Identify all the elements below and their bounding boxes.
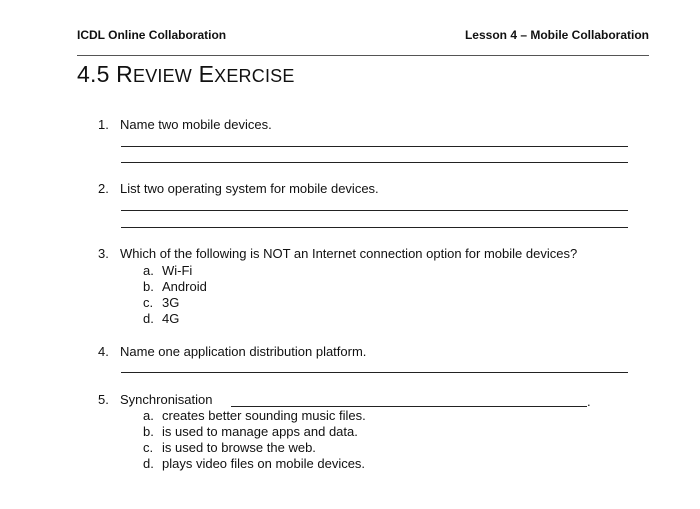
option-a <box>143 263 192 279</box>
answer-line[interactable] <box>121 372 628 373</box>
title-word2-initial: E <box>198 61 215 87</box>
answer-line[interactable] <box>121 227 628 228</box>
option-text: is used to browse the web. <box>162 440 316 455</box>
option-text: creates better sounding music files. <box>162 408 366 423</box>
answer-line[interactable] <box>121 210 628 211</box>
option-text: plays video files on mobile devices. <box>162 456 366 471</box>
option-letter: c. <box>143 440 154 455</box>
question-text: List two operating system for mobile devices. <box>120 181 379 196</box>
question-number: 2. <box>98 181 109 196</box>
question-text: Name one application distribution platform. <box>120 344 367 359</box>
header-lesson-title: Lesson 4 – Mobile Collaboration <box>464 28 649 42</box>
option-c <box>143 440 316 456</box>
option-letter: d. <box>143 456 154 471</box>
question-number: 4. <box>98 344 109 359</box>
question-4 <box>98 344 366 359</box>
title-word1-initial: R <box>116 61 133 87</box>
question-5 <box>98 392 213 407</box>
option-letter: b. <box>143 424 154 439</box>
option-text: is used to manage apps and data. <box>162 424 358 439</box>
question-2 <box>98 181 379 196</box>
option-text: Wi-Fi <box>162 263 193 278</box>
title-word1-rest: EVIEW <box>132 66 192 86</box>
answer-line[interactable] <box>121 162 628 163</box>
question-text: Name two mobile devices. <box>120 117 272 132</box>
question-text: Synchronisation <box>120 392 213 407</box>
option-b <box>143 279 207 295</box>
question-number: 1. <box>98 117 109 132</box>
header-divider <box>77 55 649 56</box>
blank-end-period: . <box>587 394 591 409</box>
header-course-title: ICDL Online Collaboration <box>77 28 227 42</box>
question-text: Which of the following is NOT an Internet connection option for mobile devices? <box>120 246 578 261</box>
option-a <box>143 408 366 424</box>
page-title <box>77 61 295 88</box>
question-1 <box>98 117 272 132</box>
option-letter: a. <box>143 408 154 423</box>
option-letter: b. <box>143 279 154 294</box>
option-b <box>143 424 358 440</box>
question-number: 3. <box>98 246 109 261</box>
option-c <box>143 295 179 311</box>
option-d <box>143 456 365 472</box>
answer-line[interactable] <box>121 146 628 147</box>
question-number: 5. <box>98 392 109 407</box>
question-3 <box>98 246 577 261</box>
option-text: 3G <box>162 295 180 310</box>
option-text: Android <box>162 279 207 294</box>
option-letter: d. <box>143 311 154 326</box>
option-text: 4G <box>162 311 180 326</box>
option-letter: c. <box>143 295 154 310</box>
fill-in-blank[interactable] <box>231 406 587 407</box>
option-d <box>143 311 179 327</box>
title-number: 4.5 <box>77 61 110 87</box>
title-word2-rest: XERCISE <box>214 66 295 86</box>
option-letter: a. <box>143 263 154 278</box>
